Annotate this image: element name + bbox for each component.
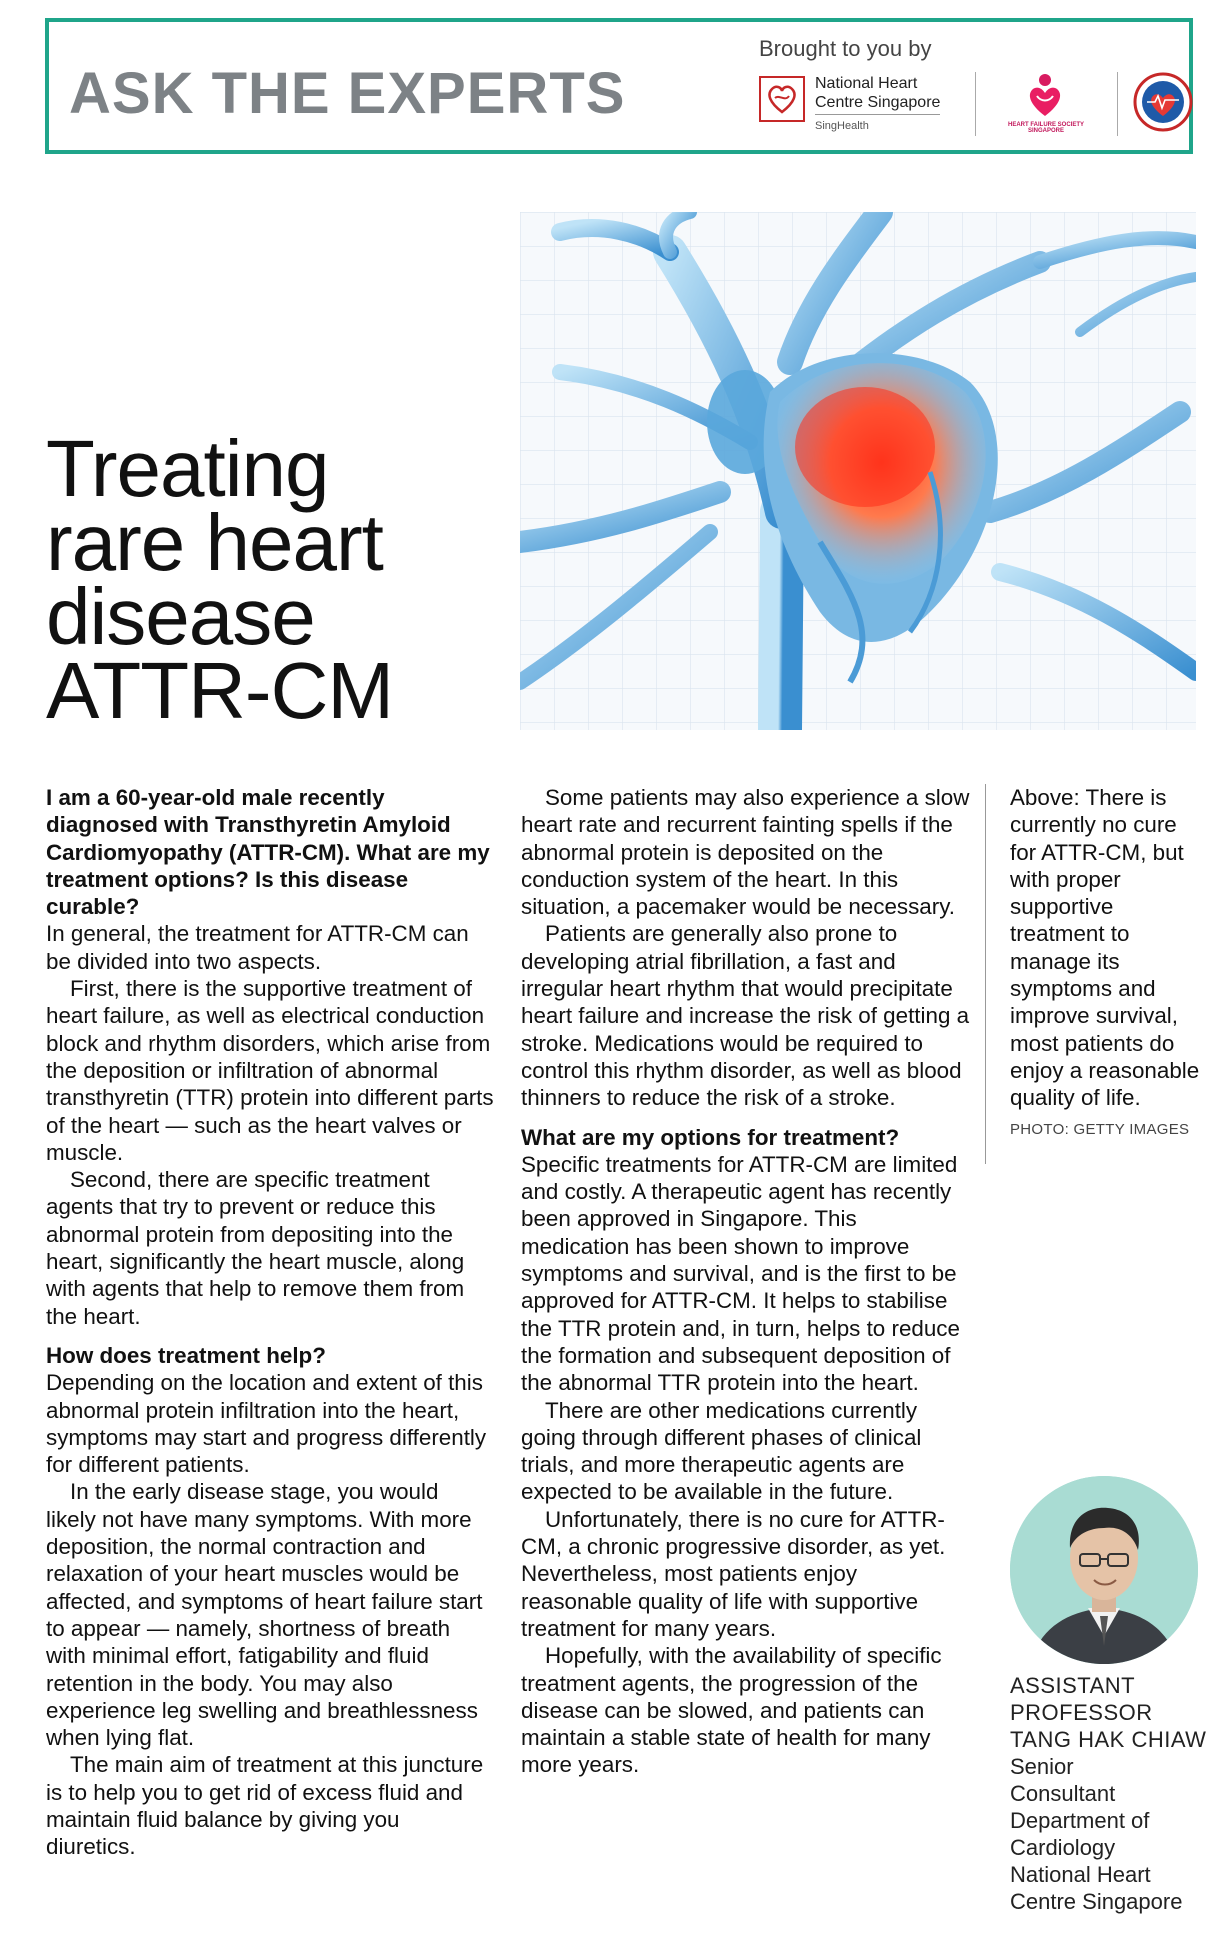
author-name-line: PROFESSOR (1010, 1700, 1153, 1725)
paragraph: In the early disease stage, you would likely not have many symptoms. With more deposition, the normal contraction and relaxation of your heart muscles would be affected, and symptoms of heart failure start to appear — namely, shortness of breath with minimal effort, fatigability and fluid retention in the body. You may also experience leg swelling and breathlessness when lying flat. (46, 1479, 483, 1751)
column-divider (985, 784, 986, 1164)
paragraph: First, there is the supportive treatment of heart failure, as well as electrical conduction block and rhythm disorders, which arise from the deposition or infiltration of abnormal transthyretin (TTR) protein into different parts of the heart — such as the heart valves or muscle. (46, 976, 494, 1165)
headline-line: Treating (46, 424, 329, 513)
headline-line: disease (46, 572, 315, 661)
article-headline (46, 424, 393, 735)
logo-sub: SingHealth (815, 114, 940, 136)
headline-line: ATTR-CM (46, 646, 393, 735)
subheading: What are my options for treatment? (521, 1124, 900, 1150)
paragraph: In general, the treatment for ATTR-CM can be divided into two aspects. (46, 921, 469, 974)
author-role-line: Department of (1010, 1808, 1150, 1833)
heart-failure-society-logo (991, 70, 1101, 136)
section-title: ASK THE EXPERTS (69, 61, 626, 126)
logo-line-2: Centre Singapore (815, 94, 941, 111)
article-column-2 (521, 784, 971, 1779)
author-role-line: Senior (1010, 1754, 1074, 1779)
reader-question: I am a 60-year-old male recently diagnosed with Transthyretin Amyloid Cardiomyopathy (ATTR-CM). What are my treatment options? Is this disease curable? (46, 785, 490, 920)
photo-credit: PHOTO: GETTY IMAGES (1010, 1120, 1190, 1138)
photo-caption (1010, 784, 1200, 1143)
author-role-line: National Heart (1010, 1862, 1151, 1887)
hfs-text: HEART FAILURE SOCIETY SINGAPORE (1007, 122, 1084, 134)
paragraph: Depending on the location and extent of this abnormal protein infiltration into the heart, symptoms may start and progress differently for different patients. (46, 1370, 487, 1478)
header-banner (45, 18, 1193, 154)
author-info (1010, 1672, 1210, 1915)
author-role-line: Cardiology (1010, 1835, 1116, 1860)
paragraph: Unfortunately, there is no cure for ATTR-CM, a chronic progressive disorder, as yet. Nevertheless, most patients enjoy reasonable quality of life with supportive treatment for many years. (521, 1506, 946, 1641)
author-role-line: Consultant (1010, 1781, 1116, 1806)
author-portrait (1010, 1476, 1198, 1664)
paragraph: Hopefully, with the availability of specific treatment agents, the progression of the disease can be slowed, and patients can maintain a stable state of health for many more years. (521, 1643, 942, 1778)
paragraph: The main aim of treatment at this juncture is to help you to get rid of excess fluid and maintain fluid balance by giving you diuretics. (46, 1752, 484, 1860)
logo-line-1: National Heart (815, 75, 918, 92)
logo-divider (975, 72, 976, 136)
paragraph: There are other medications currently going through different phases of clinical trials, and more therapeutic agents are expected to be available in the future. (521, 1397, 922, 1505)
paragraph: Specific treatments for ATTR-CM are limited and costly. A therapeutic agent has recently been approved in Singapore. This medication has been shown to improve symptoms and survival, and is the first to be approved for ATTR-CM. It helps to stabilise the TTR protein and, in turn, helps to reduce the formation and subsequent deposition of the abnormal TTR protein into the heart. (521, 1151, 960, 1396)
headline-line: rare heart (46, 498, 383, 587)
article-column-1 (46, 784, 494, 1861)
cardiology-society-logo-icon (1133, 72, 1193, 132)
subheading: How does treatment help? (46, 1342, 326, 1368)
heart-illustration (520, 212, 1196, 730)
author-name-line: ASSISTANT (1010, 1673, 1136, 1698)
paragraph: Patients are generally also prone to developing atrial fibrillation, a fast and irregular heart rhythm that would precipitate heart failure and increase the risk of getting a stroke. Medications would be required to control this rhythm disorder, as well as blood thinners to reduce the risk of a stroke. (521, 921, 970, 1111)
sponsor-label: Brought to you by (759, 36, 932, 61)
paragraph: Second, there are specific treatment agents that try to prevent or reduce this abnormal protein from depositing into the heart, significantly the heart muscle, along with agents that help to remove them from the heart. (46, 1167, 465, 1329)
author-role-line: Centre Singapore (1010, 1889, 1183, 1914)
caption-text: Above: There is currently no cure for ATTR-CM, but with proper supportive treatment to manage its symptoms and improve survival, most patients do enjoy a reasonable quality of life. (1010, 785, 1200, 1111)
author-name-line: TANG HAK CHIAW (1010, 1727, 1207, 1752)
paragraph: Some patients may also experience a slow heart rate and recurrent fainting spells if the abnormal protein is deposited on the conduction system of the heart. In this situation, a pacemaker would be necessary. (521, 785, 970, 920)
logo-divider (1117, 72, 1118, 136)
heart-logo-icon (759, 76, 805, 122)
heart-person-icon (1025, 72, 1065, 118)
national-heart-centre-logo (759, 70, 989, 132)
